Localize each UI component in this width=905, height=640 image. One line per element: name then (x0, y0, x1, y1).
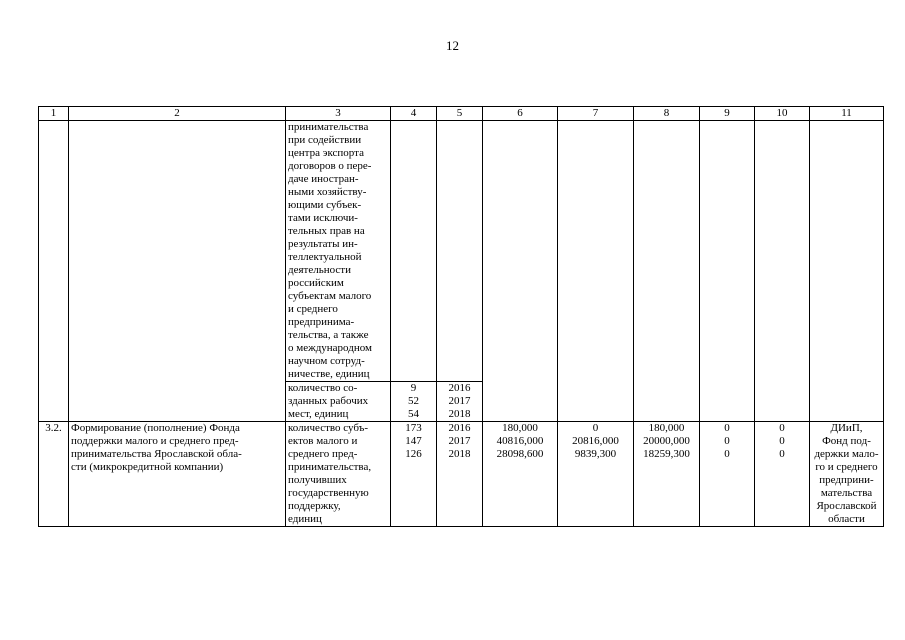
indicator-line: государственную (288, 487, 369, 499)
indicator-line: количество субъ- (288, 422, 369, 434)
indicator-line: тами исключи- (288, 212, 358, 224)
amount: 9839,300 (574, 448, 617, 460)
event-line: принимательства Ярославской обла- (71, 448, 242, 460)
indicator-line: предпринима- (288, 316, 355, 328)
funding-federal-cell (558, 422, 634, 527)
year-cell (437, 382, 483, 422)
event-line: поддержки малого и среднего пред- (71, 435, 239, 447)
amount: 18259,300 (643, 448, 690, 460)
value: 173 (405, 422, 422, 434)
amount: 0 (779, 422, 785, 434)
executor-cell (810, 121, 884, 422)
indicator-line: деятельности (288, 264, 351, 276)
amount: 0 (724, 435, 730, 447)
amount: 20000,000 (643, 435, 690, 447)
year-cell (437, 121, 483, 382)
value-cell (391, 121, 437, 382)
funding-other-cell (755, 121, 810, 422)
amount: 180,000 (502, 422, 538, 434)
indicator-line: ными хозяйству- (288, 186, 367, 198)
row-number-cell (39, 121, 69, 422)
header-cell: 4 (391, 107, 437, 121)
indicator-line: российским (288, 277, 344, 289)
funding-total-cell (483, 422, 558, 527)
executor-line: Фонд под- (822, 435, 871, 447)
amount: 0 (724, 422, 730, 434)
amount: 40816,000 (496, 435, 544, 447)
funding-federal-cell (558, 121, 634, 422)
executor-cell (810, 422, 884, 527)
year: 2017 (448, 395, 471, 407)
executor-line: предприни- (819, 474, 874, 486)
table-row (39, 422, 884, 527)
header-cell: 10 (755, 107, 810, 121)
executor-line: держки мало- (814, 448, 879, 460)
indicator-cell (286, 422, 391, 527)
amount: 0 (779, 435, 785, 447)
value: 9 (410, 382, 417, 394)
page-number: 12 (446, 38, 459, 53)
amount: 28098,600 (496, 448, 544, 460)
event-line: сти (микрокредитной компании) (71, 461, 224, 473)
funding-other-cell (755, 422, 810, 527)
row-number-cell: 3.2. (39, 422, 69, 527)
event-cell (69, 422, 286, 527)
indicator-cell (286, 121, 391, 382)
header-cell: 1 (39, 107, 69, 121)
indicator-line: количество со- (288, 382, 358, 394)
indicator-line: научном сотруд- (288, 355, 365, 367)
value-cell (391, 422, 437, 527)
amount: 0 (724, 448, 730, 460)
indicator-line: принимательства (288, 121, 369, 133)
indicator-line: субъектам малого (288, 290, 372, 302)
funding-regional-cell (634, 121, 700, 422)
header-row (39, 107, 884, 121)
funding-regional-cell (634, 422, 700, 527)
header-cell: 7 (558, 107, 634, 121)
indicator-cell (286, 382, 391, 422)
indicator-line: теллектуальной (288, 251, 362, 263)
event-line: Формирование (пополнение) Фонда (71, 422, 240, 434)
executor-line: области (828, 513, 865, 525)
year-cell (437, 422, 483, 527)
indicator-line: при содействии (288, 134, 362, 146)
year: 2017 (448, 435, 471, 447)
indicator-line: тельных прав на (288, 225, 365, 237)
indicator-line: договоров о пере- (288, 160, 372, 172)
indicator-line: центра экспорта (288, 147, 364, 159)
indicator-line: единиц (288, 513, 322, 525)
year: 2016 (448, 382, 471, 394)
header-cell: 8 (634, 107, 700, 121)
header-cell: 5 (437, 107, 483, 121)
year: 2018 (448, 448, 471, 460)
year: 2018 (448, 408, 471, 420)
amount: 0 (592, 422, 599, 434)
indicator-line: и среднего (288, 303, 338, 315)
header-cell: 3 (286, 107, 391, 121)
value: 147 (405, 435, 422, 447)
header-cell: 9 (700, 107, 755, 121)
executor-line: го и среднего (815, 461, 878, 473)
amount: 20816,000 (572, 435, 619, 447)
table-row (39, 121, 884, 382)
header-cell: 11 (810, 107, 884, 121)
value: 52 (408, 395, 419, 407)
value-cell (391, 382, 437, 422)
year: 2016 (448, 422, 471, 434)
indicator-line: мест, единиц (288, 408, 349, 420)
indicator-line: среднего пред- (288, 448, 358, 460)
indicator-line: ничестве, единиц (288, 368, 370, 380)
executor-line: ДИиП, (830, 422, 863, 434)
value: 126 (405, 448, 422, 460)
funding-local-cell (700, 422, 755, 527)
value: 54 (408, 408, 419, 420)
funding-total-cell (483, 121, 558, 422)
amount: 0 (779, 448, 785, 460)
header-cell: 6 (483, 107, 558, 121)
indicator-line: принимательства, (288, 461, 372, 473)
executor-line: Ярославской (816, 500, 877, 512)
executor-line: мательства (820, 487, 873, 499)
amount: 180,000 (648, 422, 685, 434)
indicator-line: ектов малого и (288, 435, 358, 447)
budget-table (38, 106, 884, 527)
indicator-line: результаты ин- (288, 238, 358, 250)
indicator-line: даче иностран- (288, 173, 359, 185)
indicator-line: получивших (288, 474, 347, 486)
header-cell: 2 (69, 107, 286, 121)
indicator-line: о международном (288, 342, 372, 354)
indicator-line: тельства, а также (288, 329, 369, 341)
indicator-line: поддержку, (288, 500, 341, 512)
funding-local-cell (700, 121, 755, 422)
event-cell (69, 121, 286, 422)
indicator-line: зданных рабочих (288, 395, 369, 407)
indicator-line: ющими субъек- (288, 199, 362, 211)
